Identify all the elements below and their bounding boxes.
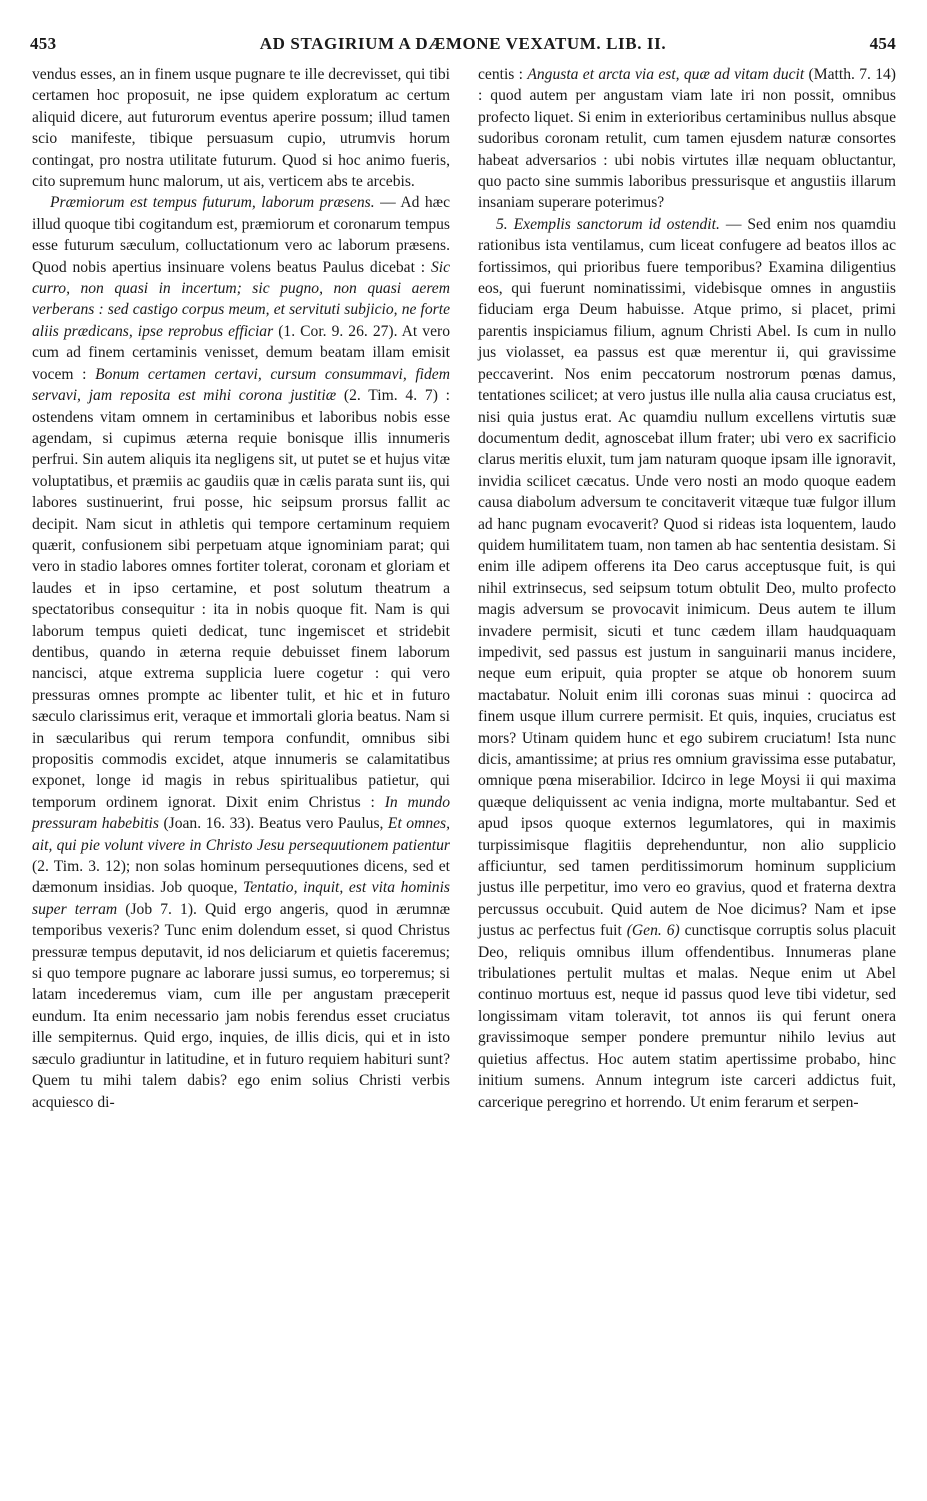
paragraph [478, 64, 896, 214]
scripture-quote: In mundo pressuram habebitis [32, 793, 450, 833]
text: — Sed enim nos quamdiu rationibus ista ventilamus, cum liceat confugere ad beatos illos ac fortissimos, qui prioribus fuere temporibus? Examina diligentius eos, qui fuerunt nominatissimi, videbisque omnes in angustiis fiduciam erga Deum habuisse. Atque primo, si placet, primi parentis inspiciamus filium, agnum Christi Abel. Is cum in nullo jus violasset, ea passus est quæ merentur ii, qui gravissime peccaverint. Nos enim peccatorum nostrorum pœnas damus, tentationes scilicet; at vero justus ille nulla alia causa cruciatus est, nisi quia justus erat. Ac quamdiu nullum excellens virtutis suæ documentum dedit, agnoscebat illum frater; ubi vero ex sacrificio clarus meritis eluxit, tum jam naturam quoque ipsam ille ignoravit, invidia scilicet cæcatus. Unde vero nosti an modo quoque eadem causa diabolum adversum te concitaverit vitæque tuæ fulgor illum ad hanc pugnam evocaverit? Quod si rideas ista loquentem, laudo quidem humilitatem tuam, non tamen ab hac sententia desistam. Si enim ille adipem offerens ita Deo carus acceptusque fuit, is qui nihil extrinsecus, sed seipsum totum obtulit Deo, multo profecto magis adversum se provocavit inimicum. Deus autem te illum invadere permisit, sicuti et tunc cædem illam haudquaquam impedivit, sed passus est justum in sanguinarii manus incidere, neque eum eripuit, quia propter se atque ob honorem suum mactabatur. Noluit enim illi coronas suas minui : quocirca ad finem usque illum currere permisit. Et quis, inquies, cruciatus est mors? Utinam quidem hunc et ego subirem cruciatum! Ista nunc dicis, amantissime; at prius res omnium gravissima esse putabatur, omnique pœna miserabilior. Idcirco in lege Moysi ii qui maxima quæque deliquissent ac venia indigna, morte multabantur. Sed et apud ipsos quoque externos legumlatores, qui in maximis turpissimisque flagitiis deprehenduntur, non alio supplicio afficiuntur, sed tamen perditissimorum hominum supplicium justus ille perpetitur, imo vero eo gravius, quod et fraterna dextra percussus occubuit. Quid autem de Noe dicimus? Nam et ipse justus ac perfectus fuit [478, 215, 896, 940]
section-heading: Præmiorum est tempus futurum, laborum præsens. [50, 194, 375, 212]
paragraph [478, 214, 896, 1113]
text: (Job 7. 1). Quid ergo angeris, quod in ærumnæ temporibus vexeris? Tunc enim dolendum esset, si quod Christus pressuræ tempus deputavit, id nos deliciarum et quietis faceremus; si quo tempore pugnare ac laborare jussi sumus, eo torperemus; si latam incederemus viam, cum ille per angustam præceperit eundum. Ita enim necessario jam nobis ferendus esset cruciatus ille sempiternus. Quid ergo, inquies, de illis dicis, qui et in isto sæculo gradiuntur in latitudine, et in futuro requiem habituri sunt? Quem tu mihi talem dabis? ego enim solius Christi verbis acquiesco di- [32, 900, 451, 1111]
paragraph [32, 192, 450, 1112]
scripture-quote: Angusta et arcta via est, quæ ad vitam ducit [527, 66, 805, 83]
section-heading: 5. Exemplis sanctorum id ostendit. [496, 215, 720, 233]
text: cunctisque corruptis solus placuit Deo, reliquis omnibus illum offendentibus. Innumeras plane tribulationes pertulit multas et malas. Neque enim ut Abel continuo mortuus est, neque id passus quod leve tibi videtur, sed longissimam vitam toleravit, tot annos iis qui ferunt onera gravissimoque semper pondere premuntur nihilo levius aut quietius affectus. Hoc autem statim apertissime probabo, hinc initium sumens. Annum integrum iste carceri addictus fuit, carcerique peregrino et horrendo. Ut enim ferarum et serpen- [478, 922, 896, 1111]
text: (Matth. 7. 14) : quod autem per angustam viam late iri non possit, omnibus profecto liquet. Si enim in exterioribus certaminibus nullus absque sudoribus coronam retulit, cum tamen ejusdem naturæ consortes habeat adversarios : ubi nobis virtutes illæ nequam obluctantur, quo pacto sine summis laboribus pressurisque et angustiis illarum insaniam superare poterimus? [478, 66, 896, 212]
scripture-quote: Sic curro, non quasi in incertum; sic pugno, non quasi aerem verberans : sed castigo corpus meum, et servituti subjicio, ne forte aliis prædicans, ipse reprobus efficiar [32, 258, 450, 340]
page-number-right: 454 [869, 34, 896, 53]
text: (1. Cor. 9. 26. 27). At vero cum ad finem certaminis venisset, demum beatam illam emisit vocem : [32, 322, 450, 383]
text: — Ad hæc illud quoque tibi cogitandum est, præmiorum et coronarum tempus esse futurum sæculum, colluctationum vero ac laborum præsens. Quod nobis apertius insinuare volens beatus Paulus dicebat : [32, 194, 450, 276]
paragraph [32, 64, 450, 192]
text: vendus esses, an in finem usque pugnare te ille decrevisset, qui tibi certamen hoc proposuit, ne ipse quidem exploratum ac certum aliquid dicere, aut futurorum eventus aperire possum; illud tamen scio manifeste, tibique persuasum cupio, utrumvis horum contingat, pro nostra utilitate futurum. Quod si hoc animo fueris, cito supremum hunc malorum, ut ais, verticem abs te arcebis. [32, 66, 450, 191]
scripture-quote: Et omnes, ait, qui pie volunt vivere in Christo Jesu persequutionem patientur [32, 815, 451, 854]
text: (2. Tim. 4. 7) : ostendens vitam omnem in certaminibus et laboribus nobis esse agendam, si cupimus æterna requie bonisque illis innumeris perfrui. Sin autem aliquis ita negligens sit, ut putet se et hujus vitæ voluptatibus, et præmiis ac gaudiis quæ in cælis parata sunt iis, qui labores sustinuerint, frui posse, hic seipsum prorsus fallit ac decipit. Nam sicut in athletis qui tempore certaminum requiem quærit, confusionem sibi perpetuam atque ignominiam parat; qui vero in stadio labores omnes fortiter tolerat, coronam et gloriam et laudes et in ipso certamine, et post solutum theatrum a spectatoribus consequitur : ita in nobis quoque fit. Nam is qui laborum tempus quieti dedicat, tunc ingemiscet et stridebit dentibus, quando in æterna requie debuisset finem laborum nancisci, atque extrema supplicia luere cogetur : qui vero pressuras omnes prompte ac libenter tulit, et hic et in futuro sæculo clarissimus erit, veraque et immortali gloria beatus. Nam si in sæcularibus qui rerum tempora confundit, omnibus sibi propositis commodis excidet, atque innumeris se calamitatibus exponet, longe id magis in rebus spiritualibus patietur, qui temporum ordinem ignorat. Dixit enim Christus : [32, 387, 450, 811]
text: (Joan. 16. 33). Beatus vero Paulus, [158, 815, 388, 833]
text: (2. Tim. 3. 12); non solas hominum persequutiones dicens, sed et dæmonum insidias. Job quoque, [32, 858, 450, 897]
scripture-quote: Tentatio, inquit, est vita hominis super terram [32, 879, 450, 918]
scripture-quote: Bonum certamen certavi, cursum consummavi, fidem servavi, jam reposita est mihi corona justitiæ [32, 365, 450, 405]
page-number-left: 453 [30, 34, 57, 53]
running-header [30, 34, 896, 56]
right-column [478, 64, 896, 1113]
running-title: AD STAGIRIUM A DÆMONE VEXATUM. LIB. II. [259, 34, 667, 53]
text: centis : [478, 66, 528, 83]
scripture-reference: (Gen. 6) [626, 922, 680, 940]
left-column [32, 64, 450, 1113]
